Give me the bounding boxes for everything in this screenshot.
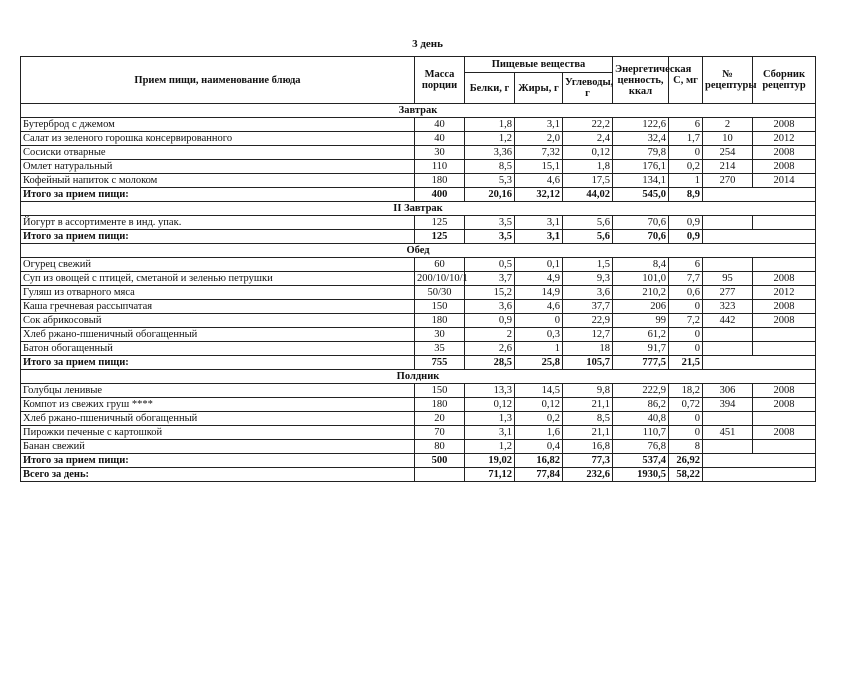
energy-cell: 101,0 [613, 272, 669, 286]
recipe-book-cell [753, 412, 816, 426]
vitc-cell: 0,2 [669, 160, 703, 174]
total-label: Итого за прием пищи: [21, 188, 415, 202]
energy-cell: 206 [613, 300, 669, 314]
fat-cell: 0,3 [515, 328, 563, 342]
empty-cell [703, 356, 816, 370]
total-carbs: 105,7 [563, 356, 613, 370]
mass-cell: 80 [415, 440, 465, 454]
empty-cell [703, 468, 816, 482]
fat-cell: 0,1 [515, 258, 563, 272]
day-title: 3 день [412, 38, 443, 50]
total-vitc: 21,5 [669, 356, 703, 370]
energy-cell: 222,9 [613, 384, 669, 398]
carbs-cell: 37,7 [563, 300, 613, 314]
recipe-book-cell [753, 328, 816, 342]
total-protein: 28,5 [465, 356, 515, 370]
energy-cell: 8,4 [613, 258, 669, 272]
recipe-book-cell: 2008 [753, 160, 816, 174]
energy-cell: 134,1 [613, 174, 669, 188]
dish-name: Компот из свежих груш **** [21, 398, 415, 412]
protein-cell: 1,8 [465, 118, 515, 132]
carbs-cell: 1,8 [563, 160, 613, 174]
carbs-cell: 21,1 [563, 398, 613, 412]
energy-cell: 110,7 [613, 426, 669, 440]
energy-cell: 210,2 [613, 286, 669, 300]
fat-cell: 4,6 [515, 300, 563, 314]
total-row [21, 454, 816, 468]
grand-total-energy: 1930,5 [613, 468, 669, 482]
carbs-cell: 2,4 [563, 132, 613, 146]
total-energy: 777,5 [613, 356, 669, 370]
vitc-cell: 0,72 [669, 398, 703, 412]
dish-name: Салат из зеленого горошка консервированного [21, 132, 415, 146]
total-vitc: 0,9 [669, 230, 703, 244]
vitc-cell: 0 [669, 342, 703, 356]
total-fat: 25,8 [515, 356, 563, 370]
header-energy: Энергетическая ценность, ккал [613, 57, 669, 104]
mass-cell: 125 [415, 216, 465, 230]
recipe-no-cell [703, 412, 753, 426]
table-row [21, 342, 816, 356]
energy-cell: 79,8 [613, 146, 669, 160]
fat-cell: 7,32 [515, 146, 563, 160]
mass-cell: 30 [415, 328, 465, 342]
vitc-cell: 0 [669, 328, 703, 342]
recipe-no-cell: 394 [703, 398, 753, 412]
total-fat: 32,12 [515, 188, 563, 202]
table-row [21, 146, 816, 160]
mass-cell: 180 [415, 398, 465, 412]
total-label: Итого за прием пищи: [21, 356, 415, 370]
vitc-cell: 18,2 [669, 384, 703, 398]
dish-name: Хлеб ржано-пшеничный обогащенный [21, 328, 415, 342]
carbs-cell: 18 [563, 342, 613, 356]
fat-cell: 14,9 [515, 286, 563, 300]
carbs-cell: 0,12 [563, 146, 613, 160]
fat-cell: 4,9 [515, 272, 563, 286]
table-row [21, 440, 816, 454]
dish-name: Каша гречневая рассыпчатая [21, 300, 415, 314]
recipe-no-cell [703, 258, 753, 272]
total-carbs: 5,6 [563, 230, 613, 244]
table-row [21, 258, 816, 272]
recipe-book-cell: 2008 [753, 426, 816, 440]
dish-name: Пирожки печеные с картошкой [21, 426, 415, 440]
section-row [21, 370, 816, 384]
empty-cell [703, 454, 816, 468]
dish-name: Банан свежий [21, 440, 415, 454]
empty-cell [703, 230, 816, 244]
carbs-cell: 8,5 [563, 412, 613, 426]
dish-name: Кофейный напиток с молоком [21, 174, 415, 188]
mass-cell: 30 [415, 146, 465, 160]
fat-cell: 0 [515, 314, 563, 328]
mass-cell: 35 [415, 342, 465, 356]
fat-cell: 0,2 [515, 412, 563, 426]
total-protein: 3,5 [465, 230, 515, 244]
protein-cell: 0,5 [465, 258, 515, 272]
fat-cell: 2,0 [515, 132, 563, 146]
total-mass: 755 [415, 356, 465, 370]
fat-cell: 14,5 [515, 384, 563, 398]
table-row [21, 314, 816, 328]
mass-cell: 110 [415, 160, 465, 174]
mass-cell: 180 [415, 314, 465, 328]
total-row [21, 188, 816, 202]
mass-cell: 40 [415, 118, 465, 132]
recipe-no-cell: 451 [703, 426, 753, 440]
grand-total-vitc: 58,22 [669, 468, 703, 482]
energy-cell: 122,6 [613, 118, 669, 132]
recipe-no-cell [703, 328, 753, 342]
carbs-cell: 5,6 [563, 216, 613, 230]
protein-cell: 3,36 [465, 146, 515, 160]
fat-cell: 4,6 [515, 174, 563, 188]
carbs-cell: 12,7 [563, 328, 613, 342]
table-row [21, 328, 816, 342]
energy-cell: 99 [613, 314, 669, 328]
protein-cell: 15,2 [465, 286, 515, 300]
mass-cell: 150 [415, 384, 465, 398]
total-row [21, 356, 816, 370]
fat-cell: 0,4 [515, 440, 563, 454]
table-row [21, 384, 816, 398]
energy-cell: 70,6 [613, 216, 669, 230]
energy-cell: 61,2 [613, 328, 669, 342]
total-row [21, 230, 816, 244]
total-mass: 400 [415, 188, 465, 202]
header-recipe-no: № рецептуры [703, 57, 753, 104]
grand-total-carbs: 232,6 [563, 468, 613, 482]
vitc-cell: 6 [669, 258, 703, 272]
grand-total-mass [415, 468, 465, 482]
carbs-cell: 9,8 [563, 384, 613, 398]
table-row [21, 300, 816, 314]
protein-cell: 1,3 [465, 412, 515, 426]
total-label: Итого за прием пищи: [21, 454, 415, 468]
mass-cell: 200/10/10/1 [415, 272, 465, 286]
fat-cell: 3,1 [515, 118, 563, 132]
fat-cell: 1 [515, 342, 563, 356]
mass-cell: 70 [415, 426, 465, 440]
grand-total-label: Всего за день: [21, 468, 415, 482]
recipe-no-cell [703, 440, 753, 454]
total-fat: 16,82 [515, 454, 563, 468]
grand-total-fat: 77,84 [515, 468, 563, 482]
header-fat: Жиры, г [515, 73, 563, 104]
vitc-cell: 7,2 [669, 314, 703, 328]
recipe-book-cell: 2008 [753, 146, 816, 160]
grand-total-row [21, 468, 816, 482]
dish-name: Омлет натуральный [21, 160, 415, 174]
total-carbs: 44,02 [563, 188, 613, 202]
protein-cell: 13,3 [465, 384, 515, 398]
section-title: Полдник [21, 370, 816, 384]
total-vitc: 26,92 [669, 454, 703, 468]
header-recipe-book: Сборник рецептур [753, 57, 816, 104]
section-row [21, 244, 816, 258]
dish-name: Сосиски отварные [21, 146, 415, 160]
recipe-no-cell: 277 [703, 286, 753, 300]
recipe-book-cell [753, 216, 816, 230]
table-row [21, 132, 816, 146]
recipe-no-cell [703, 216, 753, 230]
recipe-no-cell: 95 [703, 272, 753, 286]
total-vitc: 8,9 [669, 188, 703, 202]
carbs-cell: 1,5 [563, 258, 613, 272]
recipe-book-cell: 2008 [753, 272, 816, 286]
total-mass: 500 [415, 454, 465, 468]
recipe-book-cell: 2008 [753, 300, 816, 314]
fat-cell: 0,12 [515, 398, 563, 412]
recipe-book-cell [753, 342, 816, 356]
protein-cell: 2,6 [465, 342, 515, 356]
mass-cell: 40 [415, 132, 465, 146]
section-row [21, 104, 816, 118]
recipe-book-cell: 2012 [753, 132, 816, 146]
vitc-cell: 0 [669, 426, 703, 440]
header-vitc: С, мг [669, 57, 703, 104]
section-title: II Завтрак [21, 202, 816, 216]
recipe-book-cell: 2014 [753, 174, 816, 188]
fat-cell: 15,1 [515, 160, 563, 174]
table-row [21, 426, 816, 440]
total-energy: 70,6 [613, 230, 669, 244]
carbs-cell: 9,3 [563, 272, 613, 286]
section-row [21, 202, 816, 216]
energy-cell: 86,2 [613, 398, 669, 412]
energy-cell: 76,8 [613, 440, 669, 454]
carbs-cell: 21,1 [563, 426, 613, 440]
dish-name: Бутерброд с джемом [21, 118, 415, 132]
vitc-cell: 0 [669, 146, 703, 160]
table-row [21, 216, 816, 230]
protein-cell: 3,7 [465, 272, 515, 286]
mass-cell: 150 [415, 300, 465, 314]
dish-name: Гуляш из отварного мяса [21, 286, 415, 300]
mass-cell: 60 [415, 258, 465, 272]
table-row [21, 412, 816, 426]
recipe-no-cell: 323 [703, 300, 753, 314]
protein-cell: 8,5 [465, 160, 515, 174]
header-protein: Белки, г [465, 73, 515, 104]
carbs-cell: 17,5 [563, 174, 613, 188]
fat-cell: 3,1 [515, 216, 563, 230]
total-fat: 3,1 [515, 230, 563, 244]
total-protein: 19,02 [465, 454, 515, 468]
energy-cell: 91,7 [613, 342, 669, 356]
dish-name: Огурец свежий [21, 258, 415, 272]
header-nutrients: Пищевые вещества [465, 57, 613, 73]
dish-name: Суп из овощей с птицей, сметаной и зеленью петрушки [21, 272, 415, 286]
total-energy: 545,0 [613, 188, 669, 202]
total-protein: 20,16 [465, 188, 515, 202]
section-title: Завтрак [21, 104, 816, 118]
table-row [21, 174, 816, 188]
dish-name: Батон обогащенный [21, 342, 415, 356]
vitc-cell: 1 [669, 174, 703, 188]
dish-name: Йогурт в ассортименте в инд. упак. [21, 216, 415, 230]
empty-cell [703, 188, 816, 202]
energy-cell: 40,8 [613, 412, 669, 426]
vitc-cell: 8 [669, 440, 703, 454]
vitc-cell: 0 [669, 412, 703, 426]
protein-cell: 3,5 [465, 216, 515, 230]
mass-cell: 180 [415, 174, 465, 188]
recipe-book-cell: 2008 [753, 384, 816, 398]
recipe-no-cell: 254 [703, 146, 753, 160]
energy-cell: 176,1 [613, 160, 669, 174]
section-title: Обед [21, 244, 816, 258]
vitc-cell: 0 [669, 300, 703, 314]
recipe-no-cell: 2 [703, 118, 753, 132]
recipe-book-cell [753, 258, 816, 272]
recipe-no-cell: 214 [703, 160, 753, 174]
protein-cell: 1,2 [465, 440, 515, 454]
menu-table [20, 56, 816, 482]
protein-cell: 2 [465, 328, 515, 342]
protein-cell: 1,2 [465, 132, 515, 146]
recipe-no-cell [703, 342, 753, 356]
vitc-cell: 7,7 [669, 272, 703, 286]
carbs-cell: 3,6 [563, 286, 613, 300]
total-carbs: 77,3 [563, 454, 613, 468]
total-label: Итого за прием пищи: [21, 230, 415, 244]
mass-cell: 20 [415, 412, 465, 426]
recipe-no-cell: 10 [703, 132, 753, 146]
protein-cell: 0,9 [465, 314, 515, 328]
protein-cell: 3,6 [465, 300, 515, 314]
recipe-book-cell: 2008 [753, 314, 816, 328]
table-row [21, 160, 816, 174]
vitc-cell: 0,9 [669, 216, 703, 230]
recipe-book-cell: 2008 [753, 118, 816, 132]
recipe-book-cell: 2008 [753, 398, 816, 412]
recipe-no-cell: 442 [703, 314, 753, 328]
recipe-no-cell: 306 [703, 384, 753, 398]
fat-cell: 1,6 [515, 426, 563, 440]
dish-name: Сок абрикосовый [21, 314, 415, 328]
menu-body [21, 104, 816, 482]
vitc-cell: 6 [669, 118, 703, 132]
header-meal-name: Прием пищи, наименование блюда [21, 57, 415, 104]
carbs-cell: 22,9 [563, 314, 613, 328]
recipe-book-cell [753, 440, 816, 454]
protein-cell: 5,3 [465, 174, 515, 188]
dish-name: Голубцы ленивые [21, 384, 415, 398]
grand-total-protein: 71,12 [465, 468, 515, 482]
carbs-cell: 22,2 [563, 118, 613, 132]
table-row [21, 286, 816, 300]
protein-cell: 3,1 [465, 426, 515, 440]
table-row [21, 398, 816, 412]
header-mass: Масса порции [415, 57, 465, 104]
table-row [21, 272, 816, 286]
dish-name: Хлеб ржано-пшеничный обогащенный [21, 412, 415, 426]
mass-cell: 50/30 [415, 286, 465, 300]
protein-cell: 0,12 [465, 398, 515, 412]
carbs-cell: 16,8 [563, 440, 613, 454]
total-energy: 537,4 [613, 454, 669, 468]
total-mass: 125 [415, 230, 465, 244]
vitc-cell: 0,6 [669, 286, 703, 300]
recipe-book-cell: 2012 [753, 286, 816, 300]
table-row [21, 118, 816, 132]
recipe-no-cell: 270 [703, 174, 753, 188]
energy-cell: 32,4 [613, 132, 669, 146]
vitc-cell: 1,7 [669, 132, 703, 146]
header-carbs: Углеводы, г [563, 73, 613, 104]
